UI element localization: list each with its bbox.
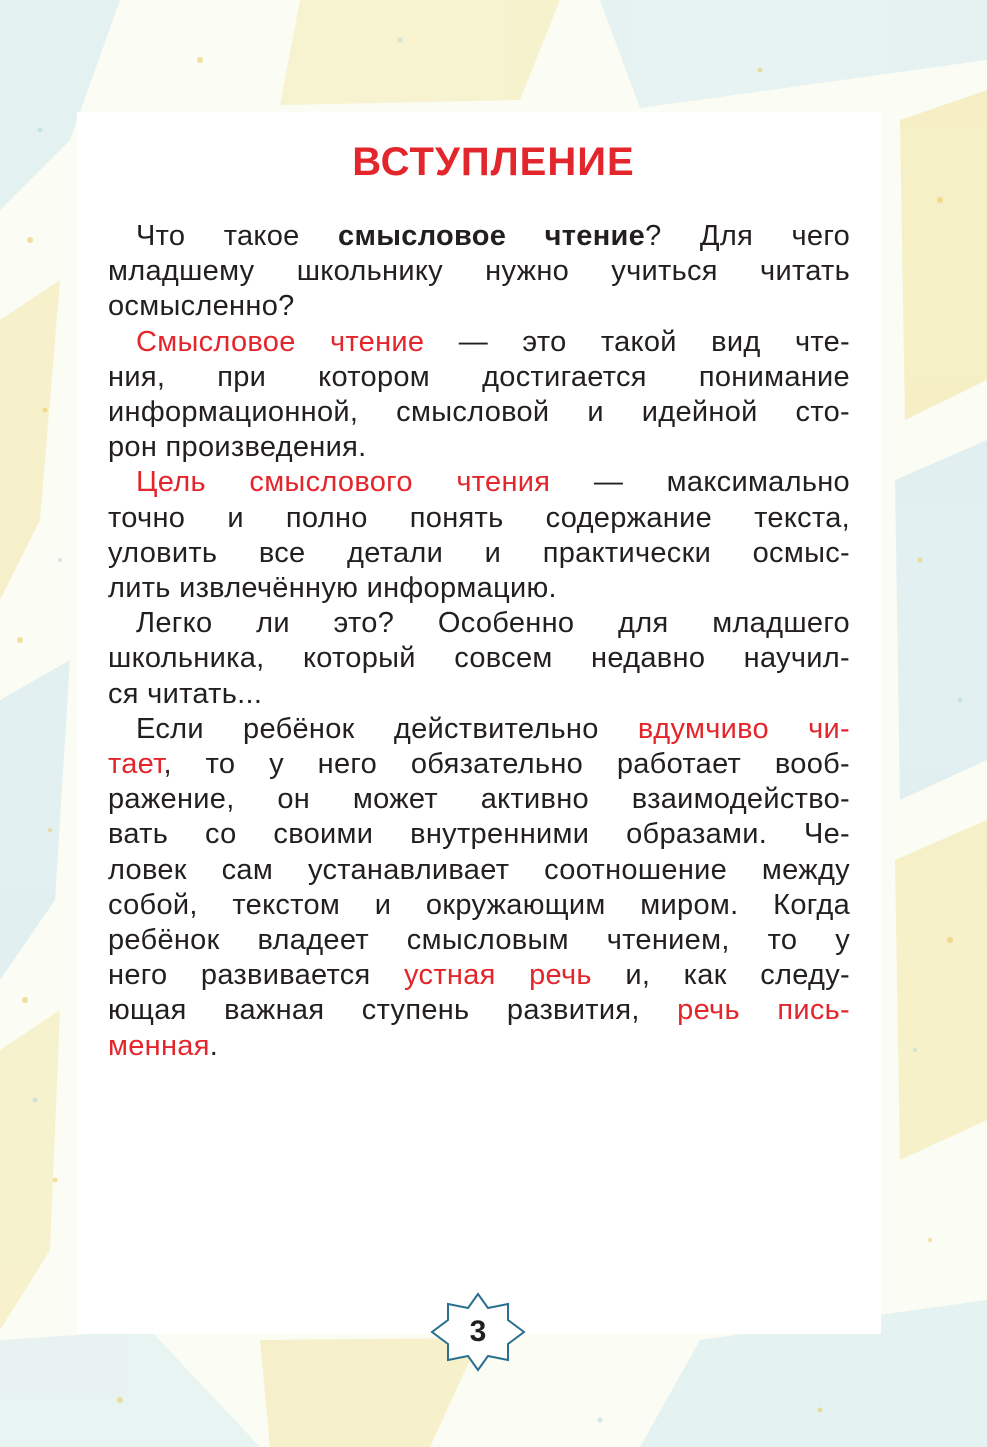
text-span: ющая важная ступень развития, [108,994,678,1027]
text-line: точно и полно понять содержание текста, [108,501,850,534]
term-highlight: устная речь [404,959,592,992]
page-title: ВСТУПЛЕНИЕ [352,140,635,184]
text-span: и, как следу- [591,959,850,992]
text-line: уловить все детали и практически осмыс- [108,536,850,569]
text-span: Что такое [136,220,300,252]
text-span: — это такой вид чте- [424,325,850,358]
text-line: собой, текстом и окружающим миром. Когда [108,888,850,921]
paragraph-2 [108,325,850,466]
term-highlight: Смысловое чтение [136,325,425,358]
paragraph-4 [108,606,850,712]
paragraph-5 [108,712,850,1064]
paragraph-1 [108,219,850,325]
text-span: Если ребёнок действительно [136,712,638,745]
body-text [108,219,850,1064]
text-line: ребёнок владеет смысловым чтением, то у [108,924,850,957]
text-line: вать со своими внутренними образами. Че- [108,818,850,851]
text-line: ся читать... [108,677,263,710]
text-span: ? Для чего [645,220,851,252]
text-line: осмысленно? [108,290,295,323]
text-line: лить извлечённую информацию. [108,572,557,605]
text-span: , то у него обязательно работает вооб- [163,748,850,781]
term-highlight: Цель смыслового чтения [136,466,551,499]
text-line: информационной, смысловой и идейной сто- [108,396,850,429]
term-highlight: вдумчиво чи- [637,712,850,745]
text-span: . [209,1029,219,1062]
text-line: ния, при котором достигается понимание [108,360,850,393]
text-line: младшему школьнику нужно учиться читать [108,255,850,288]
term-highlight: менная [108,1029,210,1062]
term-semantic-reading: смысловое чтение [338,220,646,252]
text-line: ловек сам устанавливает соотношение между [108,853,850,886]
page-number: 3 [469,1315,487,1348]
text-line: рон произведения. [108,431,367,464]
text-span: — максимально [550,466,850,499]
text-line: ражение, он может активно взаимодейство- [108,783,850,816]
text-line: Легко ли это? Особенно для младшего [136,607,850,640]
term-highlight: речь пись- [677,994,850,1027]
text-span: него развивается [108,959,405,992]
paragraph-3 [108,465,850,606]
text-line: школьника, который совсем недавно научил- [108,642,850,675]
term-highlight: тает [108,748,164,781]
